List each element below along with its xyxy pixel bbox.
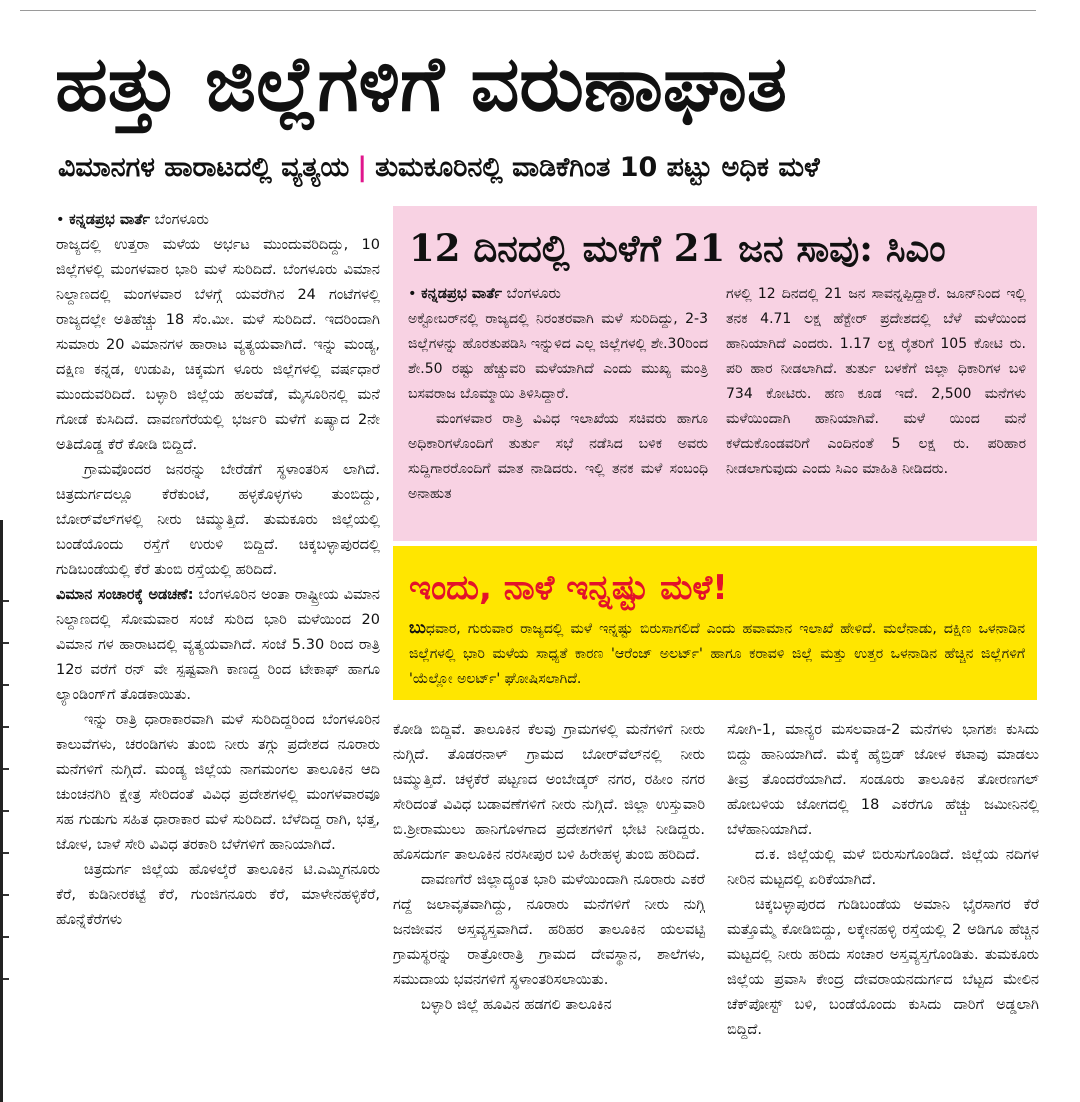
col2-paragraph-3: ಬಳ್ಳಾರಿ ಜಿಲ್ಲೆ ಹೂವಿನ ಹಡಗಲಿ ತಾಲೂಕಿನ (421, 997, 612, 1013)
byline-source: ಕನ್ನಡಪ್ರಭ ವಾರ್ತೆ (421, 286, 503, 302)
forecast-title: ಇಂದು, ನಾಳೆ ಇನ್ನಷ್ಟು ಮಳೆ! (409, 568, 728, 608)
cm-box-title: 12 ದಿನದಲ್ಲಿ ಮಳೆಗೆ 21 ಜನ ಸಾವು: ಸಿಎಂ (409, 226, 946, 270)
sub-headline (58, 146, 1048, 190)
cm-box-paragraph-2: ಮಂಗಳವಾರ ರಾತ್ರಿ ವಿವಿಧ ಇಲಾಖೆಯ ಸಚಿವರು ಹಾಗೂ ಅಧಿಕಾರಿಗಳೊಂದಿಗೆ ತುರ್ತು ಸಭೆ ನಡೆಸಿದ ಬಳಿಕ ಅವರು ಸುದ್ದಿಗಾರರೊಂದಿಗೆ ಮಾತ ನಾಡಿದರು. ಇಲ್ಲಿ ತನಕ ಮಳೆ ಸಂಬಂಧಿ ಅನಾಹುತ (408, 411, 708, 502)
main-paragraph-3-text: ಬೆಂಗಳೂರಿನ ಅಂತಾ ರಾಷ್ಟ್ರೀಯ ವಿಮಾನ ನಿಲ್ದಾಣದಲ್ಲಿ ಸೋಮವಾರ ಸಂಜೆ ಸುರಿದ ಭಾರಿ ಮಳೆಯಿಂದ 20 ವಿಮಾನ ಗಳ ಹಾರಾಟದಲ್ಲಿ ವ್ಯತ್ಯಯವಾಗಿದೆ. ಸಂಜೆ 5.30 ರಿಂದ ರಾತ್ರಿ 12ರ ವರೆಗೆ ರನ್ ವೇ ಸ್ಪಷ್ಟವಾಗಿ ಕಾಣದ್ದ ರಿಂದ ಟೇಕಾಫ್ ಹಾಗೂ ಲ್ಯಾಂಡಿಂಗ್‌ಗೆ ತೊಡಕಾಯಿತು. (56, 587, 380, 703)
subhead-separator: | (357, 152, 368, 183)
main-story-column (56, 208, 380, 1098)
byline-bullet: • (56, 212, 65, 228)
subhead-left: ವಿಮಾನಗಳ ಹಾರಾಟದಲ್ಲಿ ವ್ಯತ್ಯಯ (58, 152, 350, 183)
byline-place: ಬೆಂಗಳೂರು (506, 286, 561, 302)
col2-paragraph-2: ದಾವಣಗೆರೆ ಜಿಲ್ಲಾದ್ಯಂತ ಭಾರಿ ಮಳೆಯಿಂದಾಗಿ ನೂರಾರು ಎಕರೆ ಗದ್ದೆ ಜಲಾವೃತವಾಗಿದ್ದು, ನೂರಾರು ಮನೆಗಳಿಗೆ ನೀರು ನುಗ್ಗಿ ಜನಜೀವನ ಅಸ್ತವ್ಯಸ್ತವಾಗಿದೆ. ಹರಿಹರ ತಾಲೂಕಿನ ಯಲವಟ್ಟಿ ಗ್ರಾಮಸ್ಥರನ್ನು ರಾತ್ರೋರಾತ್ರಿ ಗ್ರಾಮದ ದೇವಸ್ಥಾನ, ಶಾಲೆಗಳು, ಸಮುದಾಯ ಭವನಗಳಿಗೆ ಸ್ಥಳಾಂತರಿಸಲಾಯಿತು. (393, 872, 705, 988)
main-paragraph-3 (56, 583, 380, 708)
main-byline (56, 208, 380, 233)
subhead-right: ತುಮಕೂರಿನಲ್ಲಿ ವಾಡಿಕೆಗಿಂತ 10 ಪಟ್ಟು ಅಧಿಕ ಮಳೆ (375, 152, 820, 183)
top-rule (20, 10, 1036, 11)
cm-box-column-1 (408, 282, 708, 532)
forecast-text (409, 616, 1025, 696)
forecast-dropcap: ಬು (409, 618, 426, 638)
byline-source: ಕನ್ನಡಪ್ರಭ ವಾರ್ತೆ (69, 212, 151, 228)
rain-forecast-box (393, 546, 1037, 700)
main-paragraph-2: ಗ್ರಾಮವೊಂದರ ಜನರನ್ನು ಬೇರೆಡೆಗೆ ಸ್ಥಳಾಂತರಿಸ ಲಾಗಿದೆ. ಚಿತ್ರದುರ್ಗದಲ್ಲೂ ಕೆರೆಕುಂಟೆ, ಹಳ್ಳಕೊಳ್ಳಗಳು ತುಂಬಿದ್ದು, ಬೋರ್‌ವೆಲ್‌ಗಳಲ್ಲಿ ನೀರು ಚಿಮ್ಮುತ್ತಿದೆ. ತುಮಕೂರು ಜಿಲ್ಲೆಯಲ್ಲಿ ಬಂಡೆಯೊಂದು ರಸ್ತೆಗೆ ಉರುಳಿ ಬಿದ್ದಿದೆ. ಚಿಕ್ಕಬಳ್ಳಾಪುರದಲ್ಲಿ ಗುಡಿಬಂಡೆಯಲ್ಲಿ ಕೆರೆ ತುಂಬಿ ರಸ್ತೆಯಲ್ಲಿ ಹರಿದಿದೆ. (56, 462, 380, 578)
story-column-3 (727, 718, 1039, 1098)
byline-bullet: • (408, 286, 417, 302)
col2-paragraph-1: ಕೋಡಿ ಬಿದ್ದಿವೆ. ತಾಲೂಕಿನ ಕೆಲವು ಗ್ರಾಮಗಳಲ್ಲಿ ಮನೆಗಳಿಗೆ ನೀರು ನುಗ್ಗಿದೆ. ತೊಡರನಾಳ್ ಗ್ರಾಮದ ಬೋರ್‌ವೆಲ್‌ನಲ್ಲಿ ನೀರು ಚಿಮ್ಮುತ್ತಿದೆ. ಚಳ್ಳಕೆರೆ ಪಟ್ಟಣದ ಅಂಬೇಡ್ಕರ್ ನಗರ, ರಹೀಂ ನಗರ ಸೇರಿದಂತೆ ವಿವಿಧ ಬಡಾವಣೆಗಳಿಗೆ ನೀರು ನುಗ್ಗಿದೆ. ಜಿಲ್ಲಾ ಉಸ್ತುವಾರಿ ಬಿ.ಶ್ರೀರಾಮುಲು ಹಾನಿಗೊಳಗಾದ ಪ್ರದೇಶಗಳಿಗೆ ಭೇಟಿ ನೀಡಿದ್ದರು. ಹೊಸದುರ್ಗ ತಾಲೂಕಿನ ನರಸೀಪುರ ಬಳಿ ಹಿರೇಹಳ್ಳ ತುಂಬಿ ಹರಿದಿದೆ. (393, 722, 705, 863)
col3-paragraph-2: ದ.ಕ. ಜಿಲ್ಲೆಯಲ್ಲಿ ಮಳೆ ಬಿರುಸುಗೊಂಡಿದೆ. ಜಿಲ್ಲೆಯ ನದಿಗಳ ನೀರಿನ ಮಟ್ಟದಲ್ಲಿ ಏರಿಕೆಯಾಗಿದೆ. (727, 847, 1039, 888)
cm-box-paragraph-1: ಅಕ್ಟೋಬರ್‌ನಲ್ಲಿ ರಾಜ್ಯದಲ್ಲಿ ನಿರಂತರವಾಗಿ ಮಳೆ ಸುರಿದಿದ್ದು, 2-3 ಜಿಲ್ಲೆಗಳನ್ನು ಹೊರತುಪಡಿಸಿ ಇನ್ನುಳಿದ ಎಲ್ಲ ಜಿಲ್ಲೆಗಳಲ್ಲಿ ಶೇ.30ರಿಂದ ಶೇ.50 ರಷ್ಟು ಹೆಚ್ಚುವರಿ ಮಳೆಯಾಗಿದೆ ಎಂದು ಮುಖ್ಯ ಮಂತ್ರಿ ಬಸವರಾಜ ಬೊಮ್ಮಾಯಿ ತಿಳಿಸಿದ್ದಾರೆ. (408, 311, 708, 402)
cm-deaths-box (393, 206, 1037, 541)
col3-paragraph-3: ಚಿಕ್ಕಬಳ್ಳಾಪುರದ ಗುಡಿಬಂಡೆಯ ಅಮಾನಿ ಭೈರಸಾಗರ ಕೆರೆ ಮತ್ತೊಮ್ಮೆ ಕೋಡಿಬಿದ್ದು, ಲಕ್ಕೇನಹಳ್ಳಿ ರಸ್ತೆಯಲ್ಲಿ 2 ಅಡಿಗೂ ಹೆಚ್ಚಿನ ಮಟ್ಟದಲ್ಲಿ ನೀರು ಹರಿದು ಸಂಚಾರ ಅಸ್ತವ್ಯಸ್ತಗೊಂಡಿತು. ತುಮಕೂರು ಜಿಲ್ಲೆಯ ಪ್ರವಾಸಿ ಕೇಂದ್ರ ದೇವರಾಯನದುರ್ಗದ ಬೆಟ್ಟದ ಮೇಲಿನ ಚೆಕ್‌ಪೋಸ್ಟ್ ಬಳಿ, ಬಂಡೆಯೊಂದು ಕುಸಿದು ದಾರಿಗೆ ಅಡ್ಡಲಾಗಿ ಬಿದ್ದಿದೆ. (727, 897, 1039, 1038)
forecast-body: ಧವಾರ, ಗುರುವಾರ ರಾಜ್ಯದಲ್ಲಿ ಮಳೆ ಇನ್ನಷ್ಟು ಬಿರುಸಾಗಲಿದೆ ಎಂದು ಹವಾಮಾನ ಇಲಾಖೆ ಹೇಳಿದೆ. ಮಲೆನಾಡು, ದಕ್ಷಿಣ ಒಳನಾಡಿನ ಜಿಲ್ಲೆಗಳಲ್ಲಿ ಭಾರಿ ಮಳೆಯ ಸಾಧ್ಯತೆ ಕಾರಣ 'ಆರೆಂಜ್ ಅಲರ್ಟ್' ಹಾಗೂ ಕರಾವಳಿ ಜಿಲ್ಲೆ ಮತ್ತು ಉತ್ತರ ಒಳನಾಡಿನ ಹೆಚ್ಚಿನ ಜಿಲ್ಲೆಗಳಿಗೆ 'ಯೆಲ್ಲೋ ಅಲರ್ಟ್' ಘೋಷಿಸಲಾಗಿದೆ. (409, 621, 1025, 687)
main-headline: ಹತ್ತು ಜಿಲ್ಲೆಗಳಿಗೆ ವರುಣಾಘಾತ (55, 39, 788, 128)
byline-place: ಬೆಂಗಳೂರು (154, 212, 209, 228)
cm-box-column-2 (726, 282, 1026, 532)
cm-box-byline (408, 282, 708, 307)
subsection-heading-flights: ವಿಮಾನ ಸಂಚಾರಕ್ಕೆ ಅಡಚಣೆ: (56, 587, 194, 603)
main-paragraph-1: ರಾಜ್ಯದಲ್ಲಿ ಉತ್ತರಾ ಮಳೆಯ ಅರ್ಭಟ ಮುಂದುವರಿದಿದ್ದು, 10 ಜಿಲ್ಲೆಗಳಲ್ಲಿ ಮಂಗಳವಾರ ಭಾರಿ ಮಳೆ ಸುರಿದಿದೆ. ಬೆಂಗಳೂರು ವಿಮಾನ ನಿಲ್ದಾಣದಲ್ಲಿ ಮಂಗಳವಾರ ಬೆಳಗ್ಗೆ ಯವರೆಗಿನ 24 ಗಂಟೆಗಳಲ್ಲಿ ರಾಜ್ಯದಲ್ಲೇ ಅತಿಹೆಚ್ಚು 18 ಸೆಂ.ಮೀ. ಮಳೆ ಸುರಿದಿದೆ. ಇದರಿಂದಾಗಿ ಸುಮಾರು 20 ವಿಮಾನಗಳ ಹಾರಾಟ ವ್ಯತ್ಯಯವಾಗಿದೆ. ಇನ್ನು ಮಂಡ್ಯ, ದಕ್ಷಿಣ ಕನ್ನಡ, ಉಡುಪಿ, ಚಿಕ್ಕಮಗ ಳೂರು ಜಿಲ್ಲೆಗಳಲ್ಲಿ ವರ್ಷಧಾರೆ ಮುಂದುವರಿದಿದೆ. ಬಳ್ಳಾರಿ ಜಿಲ್ಲೆಯ ಹಲವೆಡೆ, ಮೈಸೂರಿನಲ್ಲಿ ಮನೆ ಗೋಡೆ ಕುಸಿದಿದೆ. ದಾವಣಗೆರೆಯಲ್ಲಿ ಭರ್ಜರಿ ಮಳೆಗೆ ಏಷ್ಯಾದ 2ನೇ ಅತಿದೊಡ್ಡ ಕೆರೆ ಕೋಡಿ ಬಿದ್ದಿದೆ. (56, 237, 380, 453)
story-column-2 (393, 718, 705, 1098)
col3-paragraph-1: ಸೋಗಿ-1, ಮಾನ್ಯರ ಮಸಲವಾಡ-2 ಮನೆಗಳು ಭಾಗಶಃ ಕುಸಿದು ಬಿದ್ದು ಹಾನಿಯಾಗಿದೆ. ಮೆಕ್ಕೆ ಹೈಬ್ರಿಡ್ ಜೋಳ ಕಟಾವು ಮಾಡಲು ತೀವ್ರ ತೊಂದರೆಯಾಗಿದೆ. ಸಂಡೂರು ತಾಲೂಕಿನ ತೋರಣಗಲ್ ಹೋಬಳಿಯ ಜೋಗದಲ್ಲಿ 18 ಎಕರೆಗೂ ಹೆಚ್ಚು ಜಮೀನಿನಲ್ಲಿ ಬೆಳೆಹಾನಿಯಾಗಿದೆ. (727, 722, 1039, 838)
main-paragraph-5: ಚಿತ್ರದುರ್ಗ ಜಿಲ್ಲೆಯ ಹೊಳಲ್ಕೆರೆ ತಾಲೂಕಿನ ಟಿ.ಎಮ್ಮಿಗನೂರು ಕೆರೆ, ಕುಡಿನೀರಕಟ್ಟೆ ಕೆರೆ, ಗುಂಜಿಗನೂರು ಕೆರೆ, ಮಾಳೇನಹಳ್ಳಿಕೆರೆ, ಹೊನ್ನೆಕೆರೆಗಳು (56, 862, 380, 928)
main-paragraph-4: ಇನ್ನು ರಾತ್ರಿ ಧಾರಾಕಾರವಾಗಿ ಮಳೆ ಸುರಿದಿದ್ದರಿಂದ ಬೆಂಗಳೂರಿನ ಕಾಲುವೆಗಳು, ಚರಂಡಿಗಳು ತುಂಬಿ ನೀರು ತಗ್ಗು ಪ್ರದೇಶದ ನೂರಾರು ಮನೆಗಳಿಗೆ ನುಗ್ಗಿದೆ. ಮಂಡ್ಯ ಜಿಲ್ಲೆಯ ನಾಗಮಂಗಲ ತಾಲೂಕಿನ ಆದಿ ಚುಂಚನಗಿರಿ ಕ್ಷೇತ್ರ ಸೇರಿದಂತೆ ವಿವಿಧ ಪ್ರದೇಶಗಳಲ್ಲಿ ಮಂಗಳವಾರವೂ ಸಹ ಗುಡುಗು ಸಹಿತ ಧಾರಾಕಾರ ಮಳೆ ಸುರಿದಿದೆ. ಬೆಳೆದಿದ್ದ ರಾಗಿ, ಭತ್ತ, ಜೋಳ, ಬಾಳೆ ಸೇರಿ ವಿವಿಧ ತರಕಾರಿ ಬೆಳೆಗಳಿಗೆ ಹಾನಿಯಾಗಿದೆ. (56, 712, 380, 853)
left-edge-marks (0, 600, 14, 1080)
cm-box-paragraph-3: ಗಳಲ್ಲಿ 12 ದಿನದಲ್ಲಿ 21 ಜನ ಸಾವನ್ನಪ್ಪಿದ್ದಾರೆ. ಜೂನ್‌ನಿಂದ ಇಲ್ಲಿ ತನಕ 4.71 ಲಕ್ಷ ಹೆಕ್ಟೇರ್ ಪ್ರದೇಶದಲ್ಲಿ ಬೆಳೆ ಮಳೆಯಿಂದ ಹಾನಿಯಾಗಿದೆ ಎಂದರು. 1.17 ಲಕ್ಷ ರೈತರಿಗೆ 105 ಕೋಟಿ ರು. ಪರಿ ಹಾರ ನೀಡಲಾಗಿದೆ. ತುರ್ತು ಬಳಕೆಗೆ ಜಿಲ್ಲಾ ಧಿಕಾರಿಗಳ ಬಳಿ 734 ಕೋಟಿರು. ಹಣ ಕೂಡ ಇದೆ. 2,500 ಮನೆಗಳು ಮಳೆಯಿಂದಾಗಿ ಹಾನಿಯಾಗಿವೆ. ಮಳೆ ಯಿಂದ ಮನೆ ಕಳೆದುಕೊಂಡವರಿಗೆ ಎಂದಿನಂತೆ 5 ಲಕ್ಷ ರು. ಪರಿಹಾರ ನೀಡಲಾಗುವುದು ಎಂದು ಸಿಎಂ ಮಾಹಿತಿ ನೀಡಿದರು. (726, 286, 1026, 477)
